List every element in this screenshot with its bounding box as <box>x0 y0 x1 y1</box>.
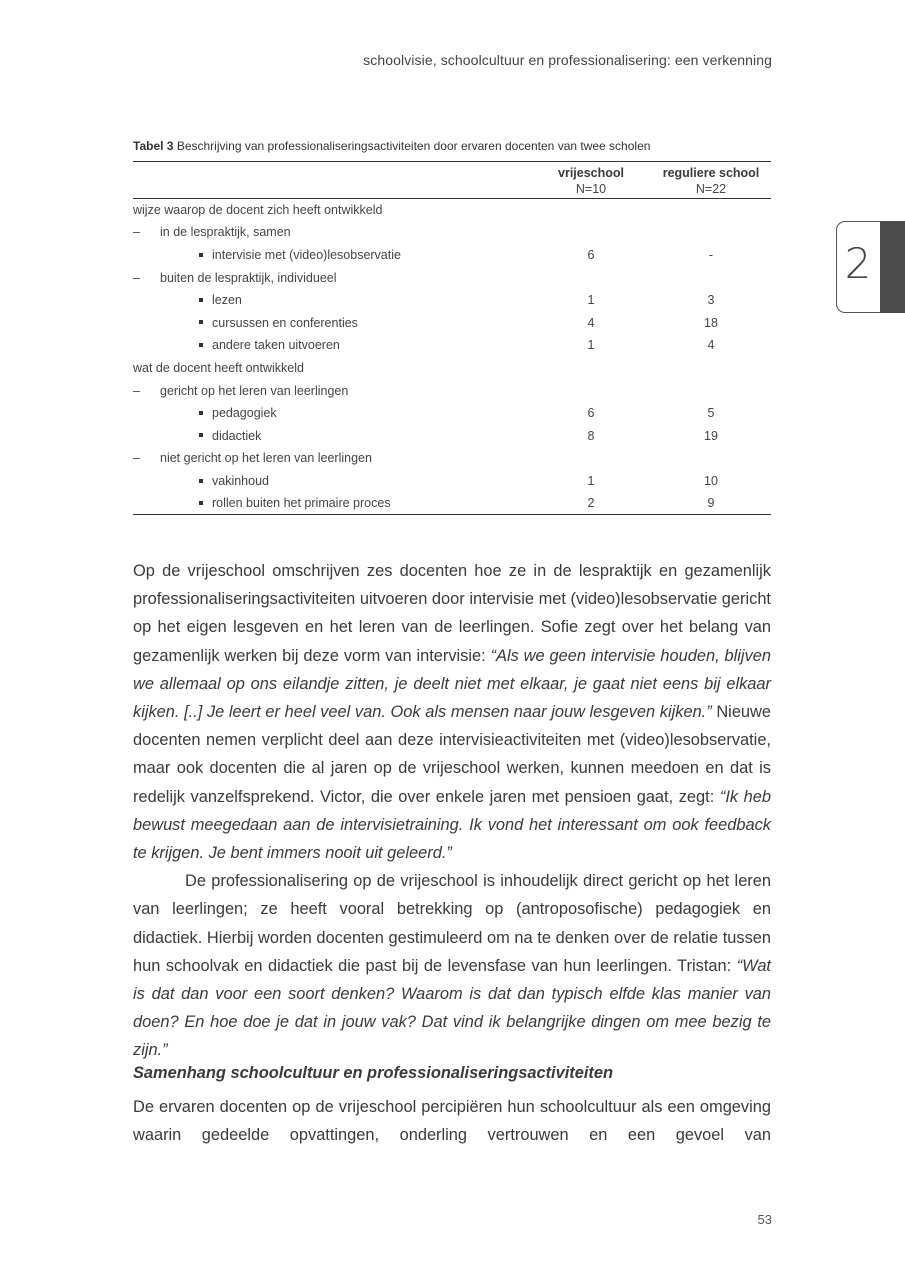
table-caption-text: Beschrijving van professionaliseringsactiviteiten door ervaren docenten van twee scholen <box>176 139 651 153</box>
header-col-vrijeschool <box>531 162 651 199</box>
row-label-text: pedagogiek <box>212 406 277 421</box>
cell-reguliere-school: 4 <box>707 338 715 353</box>
quote-victor: “Ik heb bewust meegedaan aan de intervisietraining. Ik vond het interessant om ook feedback te krijgen. Je bent immers nooit uit geleerd.” <box>133 787 771 863</box>
header-col1-n: N=10 <box>575 182 607 196</box>
table-row <box>133 379 771 402</box>
cell-vrijeschool: 1 <box>587 293 595 308</box>
table-caption-label: Tabel 3 <box>133 139 174 153</box>
row-label-text: didactiek <box>212 428 262 443</box>
row-label <box>133 424 531 447</box>
square-bullet-icon <box>199 479 203 483</box>
table-3 <box>133 139 771 515</box>
square-bullet-icon <box>199 320 203 324</box>
cell-vrijeschool: 8 <box>587 428 595 443</box>
body-text <box>133 557 771 1065</box>
cell-reguliere-school: 19 <box>704 428 718 443</box>
dash-marker: – <box>133 270 140 285</box>
table-row <box>133 221 771 244</box>
square-bullet-icon <box>199 433 203 437</box>
page-number: 53 <box>757 1212 772 1227</box>
row-label <box>133 311 531 334</box>
chapter-number: 2 <box>844 239 872 288</box>
row-label-text: wat de docent heeft ontwikkeld <box>133 360 304 375</box>
row-label <box>133 334 531 357</box>
running-head: schoolvisie, schoolcultuur en professionalisering: een verkenning <box>363 52 772 68</box>
row-label-text: in de lespraktijk, samen <box>160 225 291 240</box>
paragraph-1-text-b: Nieuwe docenten nemen verplicht deel aan deze intervisieactiviteiten met (video)lesobservatie, maar ook docenten die al jaren op de vrijeschool werken, kunnen meedoen en dat is redelijk vanzelfsprekend. Victor, die over enkele jaren met pensioen gaat, zegt: <box>133 703 771 806</box>
cell-reguliere-school: 9 <box>707 496 715 511</box>
dash-marker: – <box>133 225 140 240</box>
cell-vrijeschool: 1 <box>587 338 595 353</box>
table-row <box>133 334 771 357</box>
row-label <box>133 199 531 222</box>
row-label <box>133 357 531 380</box>
paragraph-2 <box>133 867 771 1064</box>
chapter-tab-bar <box>880 221 905 313</box>
cell-vrijeschool <box>531 221 651 244</box>
table-row <box>133 402 771 425</box>
cell-reguliere-school: 3 <box>707 293 715 308</box>
cell-vrijeschool: 1 <box>587 473 595 488</box>
cell-reguliere-school: 18 <box>704 315 718 330</box>
cell-vrijeschool: 2 <box>587 496 595 511</box>
row-label-text: andere taken uitvoeren <box>212 338 340 353</box>
cell-reguliere-school <box>651 199 771 222</box>
row-label <box>133 470 531 493</box>
table-row <box>133 289 771 312</box>
table-body <box>133 199 771 515</box>
row-label-text: gericht op het leren van leerlingen <box>160 383 349 398</box>
table-row <box>133 492 771 515</box>
row-label <box>133 402 531 425</box>
cell-vrijeschool <box>531 266 651 289</box>
row-label-text: buiten de lespraktijk, individueel <box>160 270 337 285</box>
table-header-row <box>133 162 771 199</box>
header-col2-n: N=22 <box>695 182 727 196</box>
row-label <box>133 221 531 244</box>
cell-reguliere-school: 10 <box>704 473 718 488</box>
quote-sofie: “Als we geen intervisie houden, blijven we allemaal op ons eilandje zitten, je deelt niet met elkaar, je gaat niet eens bij elkaar kijken. [..] Je leert er heel veel van. Ook als mensen naar jouw lesgeven kijken.” <box>133 646 771 722</box>
table-caption <box>133 139 771 153</box>
row-label-text: intervisie met (video)lesobservatie <box>212 247 401 262</box>
row-label-text: rollen buiten het primaire proces <box>212 496 391 511</box>
row-label <box>133 289 531 312</box>
paragraph-1-text-a: Op de vrijeschool omschrijven zes docenten hoe ze in de lespraktijk en gezamenlijk professionaliseringsactiviteiten uitvoeren door intervisie met (video)lesobservatie gericht op het eigen lesgeven en het leren van de leerlingen. Sofie zegt over het belang van gezamenlijk werken bij deze vorm van intervisie: <box>133 562 771 665</box>
row-label <box>133 266 531 289</box>
header-label-cell <box>133 162 531 199</box>
paragraph-3: De ervaren docenten op de vrijeschool percipiëren hun schoolcultuur als een omgeving waarin gedeelde opvattingen, onderling vertrouwen en een gevoel van <box>133 1098 771 1145</box>
cell-reguliere-school <box>651 221 771 244</box>
cell-vrijeschool <box>531 357 651 380</box>
row-label <box>133 379 531 402</box>
header-col1-name: vrijeschool <box>558 166 624 180</box>
row-label <box>133 492 531 515</box>
row-label-text: vakinhoud <box>212 473 269 488</box>
cell-reguliere-school <box>651 266 771 289</box>
data-table <box>133 161 771 515</box>
paragraph-2-text: De professionalisering op de vrijeschool is inhoudelijk direct gericht op het leren van leerlingen; ze heeft vooral betrekking op (antroposofische) pedagogiek en didactiek. Hierbij worden docenten gestimuleerd om na te denken over de relatie tussen hun schoolvak en didactiek die past bij de levensfase van hun leerlingen. Tristan: <box>133 872 771 975</box>
cell-vrijeschool <box>531 447 651 470</box>
square-bullet-icon <box>199 298 203 302</box>
cell-vrijeschool: 4 <box>587 315 595 330</box>
cell-reguliere-school: 5 <box>707 406 715 421</box>
row-label <box>133 244 531 267</box>
square-bullet-icon <box>199 501 203 505</box>
dash-marker: – <box>133 383 140 398</box>
header-col-reguliere-school <box>651 162 771 199</box>
section-title: Samenhang schoolcultuur en professionaliseringsactiviteiten <box>133 1064 613 1082</box>
row-label-text: lezen <box>212 293 242 308</box>
table-row <box>133 470 771 493</box>
cell-vrijeschool <box>531 199 651 222</box>
table-row <box>133 244 771 267</box>
row-label-text: niet gericht op het leren van leerlingen <box>160 451 372 466</box>
row-label-text: cursussen en conferenties <box>212 315 358 330</box>
paragraph-1 <box>133 557 771 867</box>
row-label <box>133 447 531 470</box>
cell-reguliere-school <box>651 357 771 380</box>
cell-reguliere-school <box>651 447 771 470</box>
table-row <box>133 424 771 447</box>
table-row <box>133 447 771 470</box>
cell-reguliere-school: - <box>708 247 714 262</box>
header-col2-name: reguliere school <box>662 166 760 180</box>
quote-tristan: “Wat is dat dan voor een soort denken? Waarom is dat dan typisch elfde klas manier van doen? En hoe doe je dat in jouw vak? Dat vind ik belangrijke dingen om mee bezig te zijn.” <box>133 956 771 1060</box>
table-row <box>133 266 771 289</box>
cell-vrijeschool <box>531 379 651 402</box>
cell-vrijeschool: 6 <box>587 406 595 421</box>
table-row <box>133 199 771 222</box>
square-bullet-icon <box>199 411 203 415</box>
table-row <box>133 311 771 334</box>
dash-marker: – <box>133 451 140 466</box>
cell-vrijeschool: 6 <box>587 247 595 262</box>
row-label-text: wijze waarop de docent zich heeft ontwikkeld <box>133 203 383 218</box>
cell-reguliere-school <box>651 379 771 402</box>
square-bullet-icon <box>199 343 203 347</box>
chapter-tab <box>836 221 905 313</box>
square-bullet-icon <box>199 253 203 257</box>
table-row <box>133 357 771 380</box>
